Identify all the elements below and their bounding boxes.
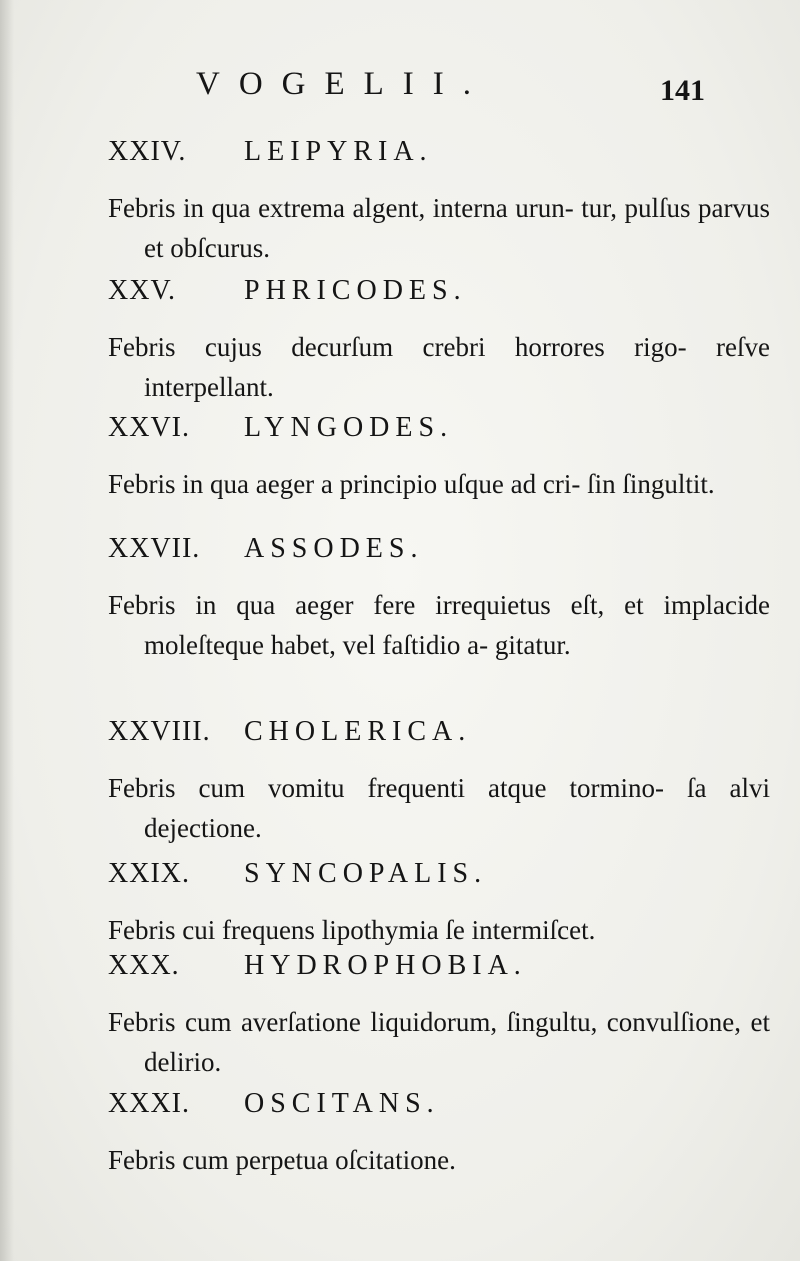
entry-name: PHRICODES. [244, 275, 467, 306]
entry-heading [108, 275, 740, 319]
entry-definition: Febris in qua aeger fere irrequietus eſt, et implacide moleſteque habet, vel faſtidio a- gitatur. [108, 590, 770, 660]
entry-name: HYDROPHOBIA. [244, 950, 527, 981]
entry-number: XXVI. [108, 412, 190, 443]
entry-xxvii [108, 533, 770, 665]
entry-definition: Febris cum averſatione liquidorum, ſingultu, convulſione, et delirio. [108, 1007, 770, 1077]
entry-xxv [108, 275, 770, 407]
entry-number: XXVIII. [108, 716, 211, 747]
entry-definition: Febris in qua extrema algent, interna urun- tur, pulſus parvus et obſcurus. [108, 193, 770, 263]
entry-xxix [108, 858, 740, 950]
entry-xxviii [108, 716, 770, 848]
entry-number: XXVII. [108, 533, 201, 564]
entry-xxvi [108, 412, 740, 504]
entry-name: LEIPYRIA. [244, 136, 433, 167]
entry-definition: Febris cum vomitu frequenti atque tormino- ſa alvi dejectione. [108, 773, 770, 843]
entry-definition: Febris cui frequens lipothymia ſe intermiſcet. [108, 915, 596, 945]
entry-number: XXIX. [108, 858, 190, 889]
entry-name: OSCITANS. [244, 1088, 440, 1119]
entry-name: LYNGODES. [244, 412, 454, 443]
entry-heading [108, 136, 740, 180]
entry-xxxi [108, 1088, 740, 1180]
entry-name: SYNCOPALIS. [244, 858, 488, 889]
entry-heading [108, 950, 740, 994]
page-number: 141 [660, 74, 705, 107]
entry-number: XXXI. [108, 1088, 190, 1119]
entry-name: CHOLERICA. [244, 716, 472, 747]
entry-heading [108, 1088, 740, 1132]
entry-number: XXX. [108, 950, 180, 981]
entry-number: XXV. [108, 275, 177, 306]
entry-heading [108, 858, 740, 902]
entry-heading [108, 533, 740, 577]
entry-number: XXIV. [108, 136, 187, 167]
entry-xxiv [108, 136, 770, 268]
entry-definition: Febris in qua aeger a principio uſque ad cri- ſin ſingultit. [108, 469, 715, 499]
entry-definition: Febris cujus decurſum crebri horrores rigo- reſve interpellant. [108, 332, 770, 402]
entry-heading [108, 412, 740, 456]
running-head [0, 66, 800, 118]
running-head-title: VOGELII. [196, 66, 491, 102]
entry-heading [108, 716, 740, 760]
gutter-shadow [0, 0, 14, 1261]
entry-name: ASSODES. [244, 533, 424, 564]
entry-xxx [108, 950, 770, 1082]
entry-definition: Febris cum perpetua oſcitatione. [108, 1145, 456, 1175]
